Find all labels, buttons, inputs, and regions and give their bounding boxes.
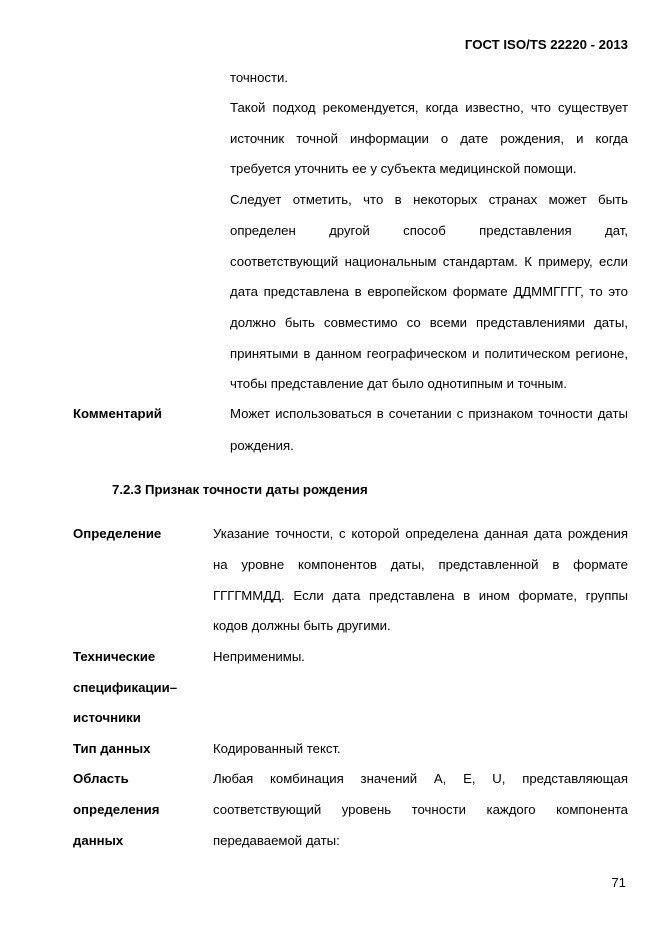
text-line: чтобы представление дат было однотипным и точным. xyxy=(230,376,567,391)
domain-label-line: данных xyxy=(73,833,124,848)
text-line: точности. xyxy=(230,70,289,85)
document-header: ГОСТ ISO/TS 22220 - 2013 xyxy=(464,37,628,52)
definition-text-line: ГГГГММДД. Если дата представлена в ином формате, группы xyxy=(213,588,628,603)
text-line: принятыми в данном географическом и политическом регионе, xyxy=(230,346,628,361)
tech-spec-label-line: Технические xyxy=(73,649,156,664)
comment-label: Комментарий xyxy=(73,406,162,421)
domain-text-line: передаваемой даты: xyxy=(213,833,340,848)
comment-text-line: рождения. xyxy=(230,438,294,453)
domain-label-line: определения xyxy=(73,802,160,817)
text-line: Такой подход рекомендуется, когда известно, что существует xyxy=(230,100,628,115)
text-line: дата представлена в европейском формате ДДММГГГГ, то это xyxy=(230,284,628,299)
section-heading: 7.2.3 Признак точности даты рождения xyxy=(112,482,368,497)
text-line: соответствующий национальным стандартам. К примеру, если xyxy=(230,254,628,269)
tech-spec-label-line: спецификации– xyxy=(73,680,178,695)
domain-text-line: Любая комбинация значений A, E, U, представляющая xyxy=(213,771,628,786)
text-line: Следует отметить, что в некоторых странах может быть xyxy=(230,192,628,207)
definition-label: Определение xyxy=(73,526,162,541)
text-line: определен другой способ представления дат, xyxy=(230,223,628,238)
page-number: 71 xyxy=(611,875,626,890)
definition-text-line: на уровне компонентов даты, представленной в формате xyxy=(213,557,628,572)
data-type-value: Кодированный текст. xyxy=(213,741,341,756)
definition-text-line: кодов должны быть другими. xyxy=(213,618,391,633)
domain-text-line: соответствующий уровень точности каждого компонента xyxy=(213,802,628,817)
text-line: требуется уточнить ее у субъекта медицинской помощи. xyxy=(230,161,577,176)
text-line: источник точной информации о дате рождения, и когда xyxy=(230,131,628,146)
data-type-label: Тип данных xyxy=(73,741,151,756)
tech-spec-label-line: источники xyxy=(73,710,141,725)
domain-label-line: Область xyxy=(73,771,129,786)
text-line: должно быть совместимо со всеми представлениями даты, xyxy=(230,315,628,330)
definition-text-line: Указание точности, с которой определена данная дата рождения xyxy=(213,526,628,541)
tech-spec-value: Неприменимы. xyxy=(213,649,305,664)
comment-text-line: Может использоваться в сочетании с признаком точности даты xyxy=(230,406,628,421)
